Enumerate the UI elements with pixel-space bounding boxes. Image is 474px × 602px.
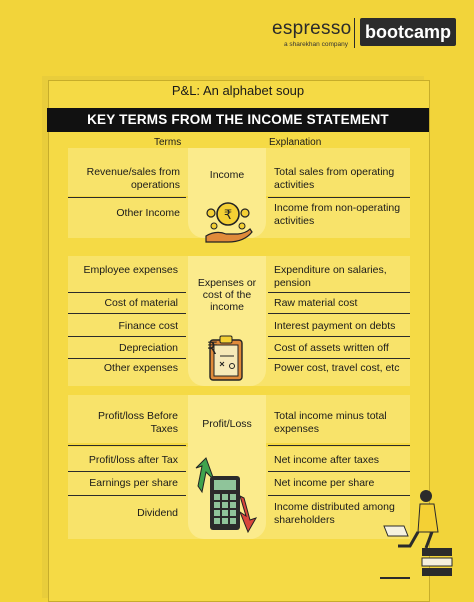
terms-column-header: Terms	[150, 137, 185, 149]
profit-term-3: Earnings per share	[89, 477, 178, 489]
calculator-arrows-icon	[192, 452, 258, 536]
profit-divider-r1	[268, 445, 410, 446]
profit-term-1: Profit/loss Before Taxes	[98, 410, 178, 435]
expenses-category: Expenses or cost of the income	[197, 277, 257, 313]
expenses-expl-2: Raw material cost	[274, 297, 358, 309]
profit-category: Profit/Loss	[202, 418, 252, 430]
profit-divider-l1	[68, 445, 186, 446]
svg-text:₹: ₹	[223, 208, 233, 223]
svg-text:₹: ₹	[207, 339, 218, 359]
profit-divider-l2	[68, 471, 186, 472]
profit-divider-l3	[68, 495, 186, 496]
brand-header	[272, 14, 462, 54]
expenses-term-3: Finance cost	[118, 320, 178, 332]
profit-expl-4: Income distributed among shareholders	[274, 501, 395, 526]
profit-term-2: Profit/loss after Tax	[88, 454, 178, 466]
expenses-expl-5: Power cost, travel cost, etc	[274, 362, 400, 374]
expenses-divider-r3	[268, 336, 410, 337]
expenses-expl-1: Expenditure on salaries, pension	[274, 264, 387, 289]
expenses-divider-r1	[268, 292, 410, 293]
income-divider-left	[68, 197, 186, 198]
income-term-2: Other Income	[116, 207, 180, 219]
income-category: Income	[209, 169, 245, 181]
income-expl-1: Total sales from operating activities	[274, 166, 395, 191]
expenses-term-2: Cost of material	[104, 297, 178, 309]
logo-divider	[354, 18, 355, 48]
income-expl-2: Income from non-operating activities	[274, 202, 401, 227]
expenses-divider-r2	[268, 313, 410, 314]
espresso-tagline: a sharekhan company	[284, 41, 348, 48]
espresso-logo: espresso	[272, 18, 352, 39]
expenses-divider-l3	[68, 336, 186, 337]
expenses-term-5: Other expenses	[103, 362, 178, 374]
expenses-divider-r4	[268, 358, 410, 359]
expenses-divider-l4	[68, 358, 186, 359]
expenses-term-1: Employee expenses	[83, 264, 178, 276]
expenses-expl-3: Interest payment on debts	[274, 320, 396, 332]
income-divider-right	[268, 197, 410, 198]
profit-expl-3: Net income per share	[274, 477, 375, 489]
rupee-clipboard-icon	[198, 332, 250, 384]
expenses-divider-l1	[68, 292, 186, 293]
expenses-term-4: Depreciation	[119, 342, 178, 354]
notebook-title: P&L: An alphabet soup	[171, 83, 305, 98]
rupee-coins-hand-icon	[202, 196, 254, 244]
explanation-column-header: Explanation	[269, 137, 322, 148]
profit-expl-1: Total income minus total expenses	[274, 410, 387, 435]
expenses-divider-l2	[68, 313, 186, 314]
person-laptop-illustration	[380, 486, 470, 586]
bootcamp-logo: bootcamp	[360, 18, 456, 46]
expenses-expl-4: Cost of assets written off	[274, 342, 389, 354]
profit-expl-2: Net income after taxes	[274, 454, 380, 466]
profit-term-4: Dividend	[137, 507, 178, 519]
income-term-1: Revenue/sales from operations	[86, 166, 180, 191]
main-title: KEY TERMS FROM THE INCOME STATEMENT	[47, 108, 429, 132]
profit-divider-r2	[268, 471, 410, 472]
